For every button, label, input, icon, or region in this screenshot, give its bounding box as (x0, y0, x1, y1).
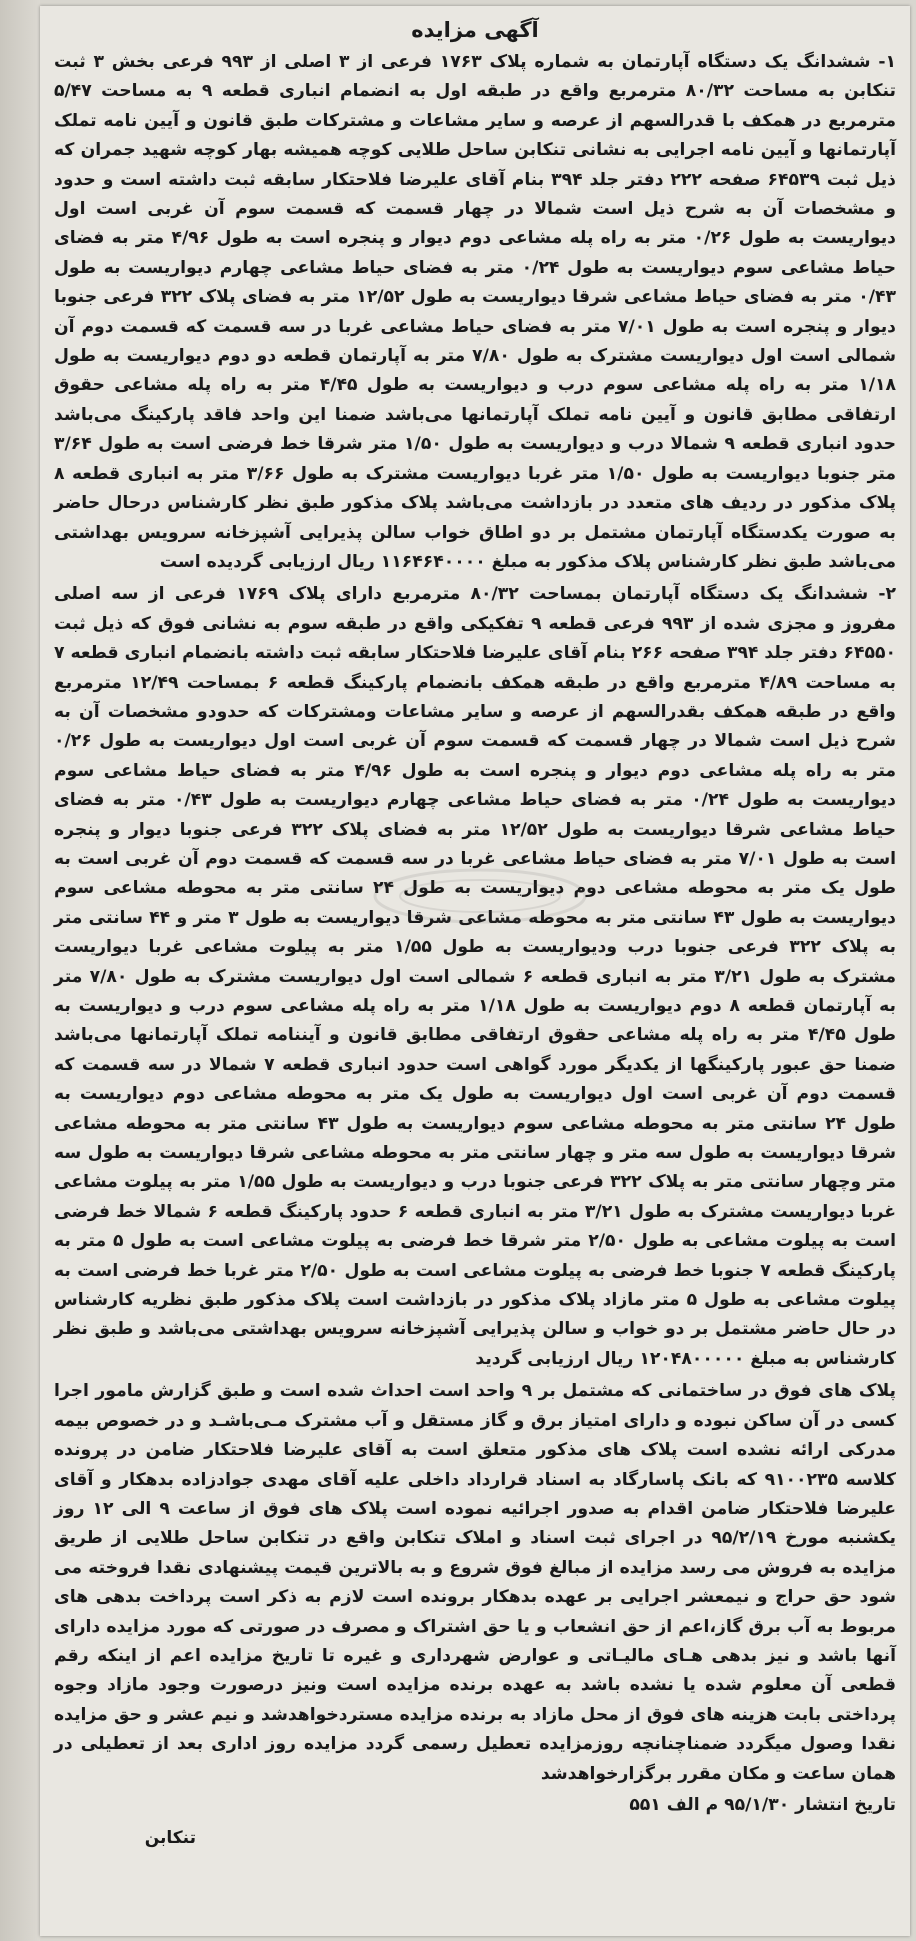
paragraph-property-2: ۲- ششدانگ یک دستگاه آپارتمان بمساحت ۸۰/۳۲ مترمربع دارای پلاک ۱۷۶۹ فرعی از سه اصلی مفروز و مجزی شده از ۹۹۳ فرعی قطعه ۹ تفکیکی واقع در طبقه سوم به نشانی فوق که ذیل ثبت ۶۴۵۵۰ دفتر جلد ۳۹۴ صفحه ۲۶۶ بنام آقای علیرضا فلاحتکار سابقه ثبت داشته بانضمام انباری قطعه ۷ به مساحت ۴/۸۹ مترمربع واقع در طبقه همکف بانضمام پارکینگ قطعه ۶ بمساحت ۱۲/۴۹ مترمربع واقع در طبقه همکف بقدرالسهم از عرصه و سایر مشاعات ومشترکات که حدودو مشخصات آن به شرح ذیل است شمالا در چهار قسمت که قسمت سوم آن غربی است اول دیواریست به طول ۰/۲۶ متر به راه پله مشاعی دوم دیوار و پنجره است به طول ۴/۹۶ متر به فضای حیاط مشاعی سوم دیواریست به طول ۰/۲۴ متر به فضای حیاط مشاعی چهارم دیواریست به طول ۰/۴۳ متر به فضای حیاط مشاعی شرقا دیواریست به طول ۱۲/۵۲ متر به فضای پلاک ۳۲۲ فرعی جنوبا دیوار و پنجره است به طول ۷/۰۱ متر به فضای حیاط مشاعی غربا در سه قسمت که قسمت دوم آن غربی است به طول یک متر به محوطه مشاعی دوم دیواریست به طول ۲۴ سانتی متر به محوطه مشاعی سوم دیواریست به طول ۴۳ سانتی متر به محوطه مشاعی شرقا دیواریست به طول ۳ متر و ۴۴ سانتی متر به پلاک ۳۲۲ فرعی جنوبا درب ودیواریست به طول ۱/۵۵ متر به پیلوت مشاعی غربا دیواریست مشترک به طول ۳/۲۱ متر به انباری قطعه ۶ شمالی است اول دیواریست مشترک به طول ۷/۸۰ متر به آپارتمان قطعه ۸ دوم دیواریست به طول ۱/۱۸ متر به راه پله مشاعی سوم درب و دیواریست به طول ۴/۴۵ متر به راه پله مشاعی حقوق ارتفاقی مطابق قانون و آیننامه تملک آپارتمانها می‌باشد ضمنا حق عبور پارکینگها از یکدیگر مورد گواهی است حدود انباری قطعه ۷ شمالا در سه قسمت که قسمت دوم آن غربی است اول دیواریست به طول یک متر به محوطه مشاعی دوم دیواریست به طول ۲۴ سانتی متر به محوطه مشاعی سوم دیواریست به طول ۴۳ سانتی متر به محوطه مشاعی شرقا دیواریست به طول سه متر و چهار سانتی متر به محوطه مشاعی شرقا دیواریست به طول سه متر وچهار سانتی متر به پلاک ۳۲۲ فرعی جنوبا درب و دیواریست به طول ۱/۵۵ متر به پیلوت مشاعی غربا دیواریست مشترک به طول ۳/۲۱ متر به انباری قطعه ۶ حدود پارکینگ قطعه ۶ شمالا خط فرضی است به پیلوت مشاعی به طول ۲/۵۰ متر شرقا خط فرضی به پیلوت مشاعی است به طول ۵ متر به پارکینگ قطعه ۷ جنوبا خط فرضی به پیلوت مشاعی است به طول ۲/۵۰ متر غربا خط فرضی است به پیلوت مشاعی به طول ۵ متر مازاد پلاک مذکور در بازداشت است پلاک مذکور طبق نظریه کارشناس در حال حاضر مشتمل بر دو خواب و سالن پذیرایی آشپزخانه سرویس بهداشتی می‌باشد و طبق نظر کارشناس به مبلغ ۱۲۰۴۸۰۰۰۰۰ ریال ارزیابی گردید (54, 584, 897, 1369)
publish-date-line: تاریخ انتشار ۹۵/۱/۳۰ م الف ۵۵۱ (629, 1794, 896, 1815)
paragraph-auction-terms: پلاک های فوق در ساختمانی که مشتمل بر ۹ واحد است احداث شده است و طبق گزارش مامور اجرا کسی در آن ساکن نبوده و دارای امتیاز برق و گاز مستقل و آب مشترک مـی‌باشـد و در خصوص بیمه مدرکی ارائه نشده است پلاک های مذکور متعلق است به آقای علیرضا فلاحتکار ضامن در پرونده کلاسه ۹۱۰۰۲۳۵ که بانک پاسارگاد به اسناد قرارداد داخلی علیه آقای مهدی جوادزاده بدهکار و آقای علیرضا فلاحتکار ضامن اقدام به صدور اجرائیه نموده است پلاک های فوق از ساعت ۹ الی ۱۲ روز یکشنبه مورخ ۹۵/۲/۱۹ در اجرای ثبت اسناد و املاک تنکابن واقع در تنکابن ساحل طلایی از طریق مزایده به فروش می رسد مزایده از مبالغ فوق شروع و به بالاترین قیمت پیشنهادی نقدا فروخته می شود حق حراج و نیمعشر اجرایی بر عهده بدهکار برونده است لازم به ذکر است پرداخت بدهی های مربوط به آب برق گاز،اعم از حق انشعاب و یا حق اشتراک و مصرف در صورتی که مورد مزایده دارای آنها باشد و نیز بدهی هـای مالیـاتی و عوارض شهرداری و غیره تا تاریخ مزایده اعم از اینکه رقم قطعی آن معلوم شده یا نشده باشد به عهده برنده مزایده است ونیز درصورت وجود مازاد وجوه پرداختی بابت هزینه های فوق از محل مازاد به برنده مزایده مستردخواهدشد و نیم عشر و حق مزایده نقدا وصول میگردد ضمناچنانچه روزمزایده تعطیل رسمی گردد مزایده روز اداری بعد از تعطیلی در همان ساعت و مکان مقرر برگزارخواهدشد (54, 1381, 896, 1784)
auction-notice-clipping (40, 6, 910, 1936)
issuing-office: تنکابن (144, 1827, 196, 1848)
paragraph-property-1: ۱- ششدانگ یک دستگاه آپارتمان به شماره پلاک ۱۷۶۳ فرعی از ۳ اصلی از ۹۹۳ فرعی بخش ۳ ثبت تنکابن به مساحت ۸۰/۳۲ مترمربع واقع در طبقه اول به انضمام انباری قطعه ۹ به مساحت ۵/۴۷ مترمربع در همکف با قدرالسهم از عرصه و سایر مشاعات و مشترکات طبق قانون و آیین نامه تملک آپارتمانها و آیین نامه اجرایی به نشانی تنکابن ساحل طلایی کوچه همیشه بهار کوچه شهید جمران که ذیل ثبت ۶۴۵۳۹ صفحه ۲۲۲ دفتر جلد ۳۹۴ بنام آقای علیرضا فلاحتکار سابقه ثبت داشته است و حدود و مشخصات آن به شرح ذیل است شمالا در چهار قسمت که قسمت سوم آن غربی است اول دیواریست به طول ۰/۲۶ متر به راه پله مشاعی دوم دیوار و پنجره است به طول ۴/۹۶ متر به فضای حیاط مشاعی سوم دیواریست به طول ۰/۲۴ متر به فضای حیاط مشاعی چهارم دیواریست به طول ۰/۴۳ متر به فضای حیاط مشاعی شرقا دیواریست به طول ۱۲/۵۲ متر به فضای پلاک ۳۲۲ فرعی جنوبا دیوار و پنجره است به طول ۷/۰۱ متر به فضای حیاط مشاعی غربا در سه قسمت که قسمت دوم آن شمالی است اول دیواریست مشترک به طول ۷/۸۰ متر به آپارتمان قطعه دو دوم دیواریست به طول ۱/۱۸ متر به راه پله مشاعی سوم درب و دیواریست به طول ۴/۴۵ متر به راه پله مشاعی حقوق ارتفاقی مطابق قانون و آیین نامه تملک آپارتمانها می‌باشد ضمنا این واحد فاقد پارکینگ می‌باشد حدود انباری قطعه ۹ شمالا درب و دیواریست به طول ۱/۵۰ متر شرقا خط فرضی است به طول ۳/۶۴ متر جنوبا دیواریست به طول ۱/۵۰ متر غربا دیواریست مشترک به طول ۳/۶۶ متر به انباری قطعه ۸ پلاک مذکور در ردیف های متعدد در بازداشت می‌باشد پلاک مذکور طبق نظر کارشناس درحال حاضر به صورت یکدستگاه آپارتمان مشتمل بر دو اطاق خواب سالن پذیرایی آشپزخانه سرویس بهداشتی می‌باشد طبق نظر کارشناس پلاک مذکور به مبلغ ۱۱۶۴۶۴۰۰۰۰ ریال ارزیابی گردیده است (54, 52, 897, 572)
notice-title: آگهی مزایده (411, 18, 539, 42)
page-edge (0, 0, 40, 1941)
